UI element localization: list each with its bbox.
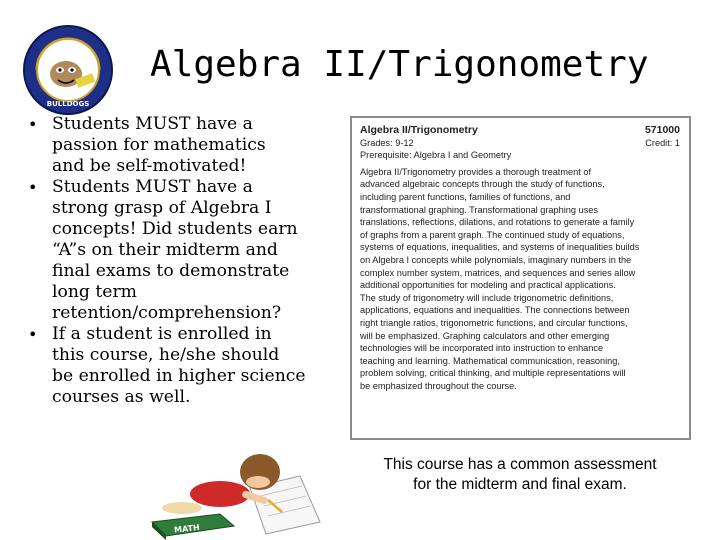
course-code: 571000: [644, 124, 680, 136]
bullet-item: [24, 324, 334, 408]
course-description-image: [350, 116, 691, 440]
course-body-line: including parent functions, families of functions, and: [360, 191, 571, 202]
bullet-item: [24, 114, 334, 177]
course-grades: Grades: 9-12: [360, 137, 414, 148]
bullet-item: [24, 177, 334, 324]
course-prereq: Prerequisite: Algebra I and Geometry: [360, 150, 512, 161]
bullet-line: be enrolled in higher science: [52, 366, 306, 386]
bullet-line: • Students MUST have a: [52, 177, 253, 197]
school-logo: [22, 24, 114, 116]
bullet-line: retention/comprehension?: [52, 303, 282, 323]
bullet-line: long term: [52, 282, 137, 302]
course-name: Algebra II/Trigonometry: [360, 124, 478, 136]
course-body-line: teaching and learning. Mathematical communication, reasoning,: [360, 355, 620, 366]
bullet-line: and be self-motivated!: [52, 156, 247, 176]
bullet-line: concepts! Did students earn: [52, 219, 298, 239]
course-body-line: complex number system, matrices, and sequences and series allow: [360, 267, 636, 278]
bullet-line: courses as well.: [52, 387, 191, 407]
course-body-line: The study of trigonometry will include trigonometric definitions,: [360, 292, 614, 303]
course-body-line: of graphs from a parent graph. The continued study of equations,: [360, 229, 625, 240]
bullet-line: strong grasp of Algebra I: [52, 198, 272, 218]
student-studying-clipart: [150, 430, 350, 540]
course-body: [360, 166, 680, 393]
bullet-line: • Students MUST have a: [52, 114, 253, 134]
caption-line: This course has a common assessment: [383, 456, 657, 473]
course-body-line: will be emphasized. Graphing calculators and other emerging: [360, 330, 610, 341]
course-body-line: transformational graphing. Transformational graphing uses: [360, 204, 598, 215]
math-book-label: MATH: [173, 523, 201, 535]
course-body-line: advanced algebraic concepts through the study of functions,: [360, 179, 605, 190]
course-credit: Credit: 1: [645, 137, 680, 148]
bullet-line: this course, he/she should: [52, 345, 280, 365]
svg-text:BULLDOGS: BULLDOGS: [46, 100, 90, 108]
course-body-line: Algebra II/Trigonometry provides a thorough treatment of: [360, 166, 591, 177]
page-title: Algebra II/Trigonometry: [150, 44, 649, 85]
course-body-line: applications, equations and inequalities. The connections between: [360, 305, 630, 316]
course-body-line: on Algebra I concepts while polynomials, imaginary numbers in the: [360, 254, 632, 265]
course-body-line: systems of equations, inequalities, and systems of inequalities builds: [360, 242, 640, 253]
bullet-line: “A”s on their midterm and: [52, 240, 278, 260]
course-body-line: be emphasized throughout the course.: [360, 380, 517, 391]
bullet-line: • If a student is enrolled in: [52, 324, 272, 344]
course-body-line: right triangle ratios, trigonometric functions, and circular functions,: [360, 317, 628, 328]
course-description: [360, 124, 680, 392]
bullet-list: [24, 114, 334, 408]
caption-line: for the midterm and final exam.: [413, 476, 627, 493]
assessment-caption: [352, 455, 688, 495]
bullet-line: final exams to demonstrate: [52, 261, 290, 281]
course-body-line: technologies will be incorporated into instruction to enhance: [360, 343, 604, 354]
course-body-line: additional opportunities for modeling and practical applications.: [360, 280, 616, 291]
bullet-line: passion for mathematics: [52, 135, 266, 155]
course-body-line: translations, reflections, dilations, and rotations to generate a family: [360, 217, 635, 228]
course-body-line: problem solving, critical thinking, and multiple representations will: [360, 368, 626, 379]
